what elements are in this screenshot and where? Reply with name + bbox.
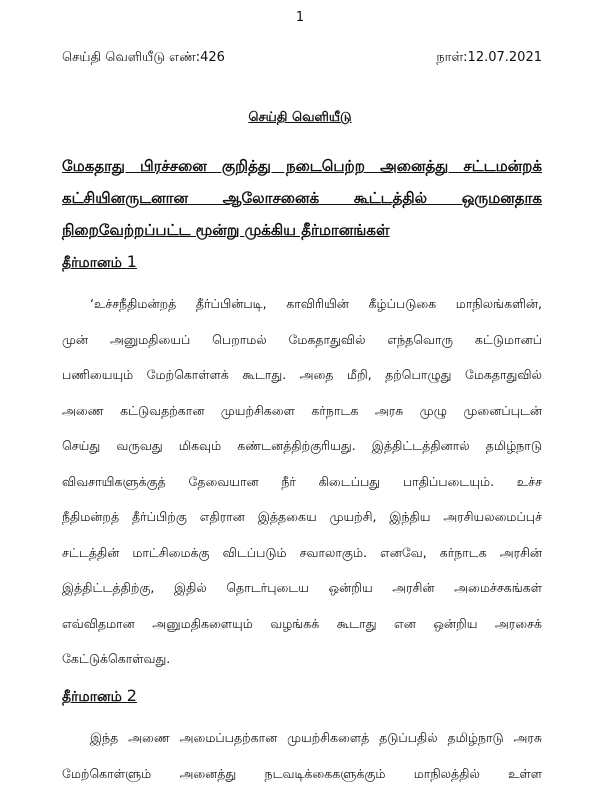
title-line: கட்சியினருடனான ஆலோசனைக் கூட்டத்தில் ஒருமனதாக — [62, 189, 542, 207]
paragraph-line: அணை கட்டுவதற்கான முயற்சிகளை கர்நாடக அரசு முழு முனைப்புடன் — [62, 402, 542, 418]
resolution-label: தீர்மானம் — [62, 689, 122, 705]
resolution-number: 2 — [126, 686, 137, 705]
paragraph-line: பணியையும் மேற்கொள்ளக் கூடாது. அதை மீறி, தற்பொழுது மேகதாதுவில் — [62, 367, 542, 382]
paragraph-line: செய்து வருவது மிகவும் கண்டனத்திற்குரியது. இத்திட்டத்தினால் தமிழ்நாடு — [62, 438, 542, 453]
paragraph-line: மேற்கொள்ளும் அனைத்து நடவடிக்கைகளுக்கும் மாநிலத்தில் உள்ள — [62, 765, 542, 781]
resolution-2-heading — [62, 686, 137, 707]
paragraph-line: சட்டத்தின் மாட்சிமைக்கு விடப்படும் சவாலாகும். எனவே, கர்நாடக அரசின் — [62, 544, 542, 560]
press-release-date: நாள்:12.07.2021 — [436, 50, 542, 65]
paragraph-line: எவ்விதமான அனுமதிகளையும் வழங்கக் கூடாது என ஒன்றிய அரசைக் — [62, 615, 542, 631]
resolution-1-body — [62, 286, 542, 677]
title-line: நிறைவேற்றப்பட்ட மூன்று முக்கிய தீர்மானங்கள் — [62, 221, 390, 239]
paragraph-line: முன் அனுமதியைப் பெறாமல் மேகதாதுவில் எந்தவொரு கட்டுமானப் — [62, 331, 542, 347]
document-title — [62, 150, 542, 246]
paragraph-line: இத்திட்டத்திற்கு, இதில் தொடர்புடைய ஒன்றிய அரசின் அமைச்சகங்கள் — [62, 580, 542, 595]
paragraph-line: ‘உச்சநீதிமன்றத் தீர்ப்பின்படி, காவிரியின் கீழ்ப்படுகை மாநிலங்களின், — [90, 296, 542, 311]
document-heading: செய்தி வெளியீடு — [248, 110, 352, 125]
resolution-number: 1 — [126, 252, 137, 271]
title-line: மேகதாது பிரச்சனை குறித்து நடைபெற்ற அனைத்து சட்டமன்றக் — [62, 157, 542, 175]
resolution-1-heading — [62, 252, 137, 273]
paragraph-line: நீதிமன்றத் தீர்ப்பிற்கு எதிரான இத்தகைய முயற்சி, இந்திய அரசியலமைப்புச் — [62, 509, 542, 524]
resolution-label: தீர்மானம் — [62, 255, 122, 271]
resolution-2-body — [62, 720, 542, 791]
press-release-reference: செய்தி வெளியீடு எண்:426 — [62, 50, 225, 65]
page-number: 1 — [295, 10, 305, 25]
paragraph-line: விவசாயிகளுக்குத் தேவையான நீர் கிடைப்பது பாதிப்படையும். உச்ச — [62, 473, 542, 489]
paragraph-line: இந்த அணை அமைப்பதற்கான முயற்சிகளைத் தடுப்பதில் தமிழ்நாடு அரசு — [90, 730, 542, 745]
paragraph-line: கேட்டுக்கொள்வது. — [62, 651, 171, 666]
